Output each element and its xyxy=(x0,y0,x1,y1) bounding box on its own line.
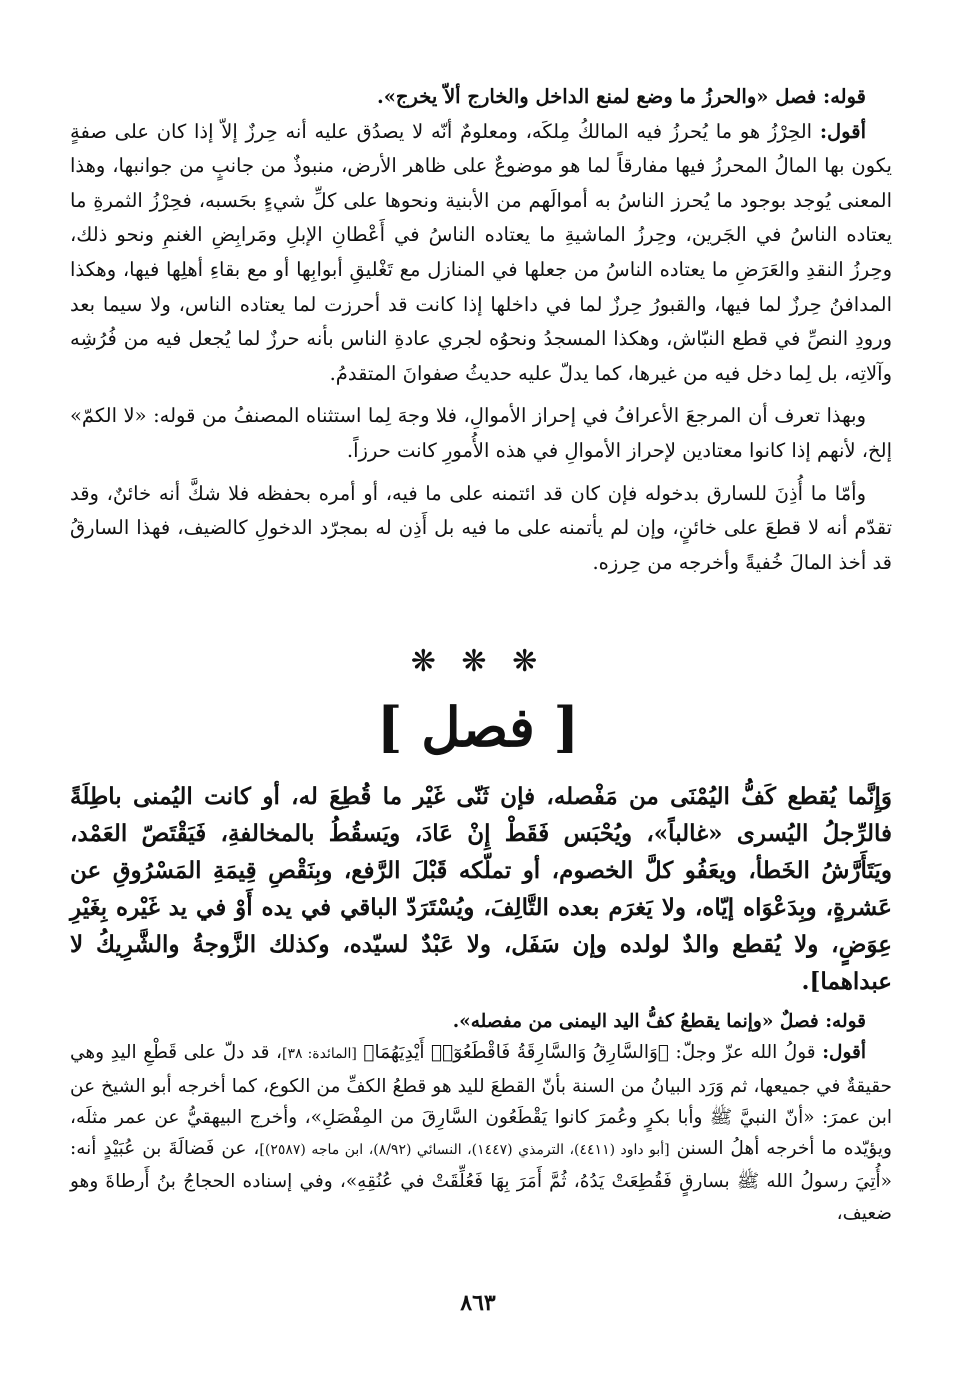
aqool-label: أقول: xyxy=(822,1042,866,1064)
aqool-label: أقول: xyxy=(819,119,866,143)
matn-text-block xyxy=(70,778,892,1000)
commentary-section-2 xyxy=(70,1006,892,1229)
quote-line: قوله: فصل «والحرزُ ما وضع لمنع الداخل والخارج ألاّ يخرج». xyxy=(376,85,866,108)
section-heading: [ فصل ] xyxy=(376,695,580,759)
commentary-section-1 xyxy=(70,80,892,580)
commentary-paragraph-1 xyxy=(70,115,892,392)
quran-reference: [المائدة: ٣٨] xyxy=(281,1046,357,1063)
matn-text: وَإِنَّما يُقطع كَفُّ اليُمْنَى من مَفْصله، فإن ثَنّى غَيْر ما قُطِعَ له، أو كانت اليُمنى باطِلَةً فالرِّجلُ اليُسرى «غالباً»، ويُحْبَس فَقَطْ إِنْ عَادَ، ويَسقُطُ بالمخالفةِ، فَيَقْتَصّ العَمْد، ويَتَأَرَّشُ الخَطأ، ويعَفُو كلَّ الخصوم، أو تملّكه قَبْلَ الرَّفع، وبِنَقْصِ قِيمَةِ المَسْرُوقِ عن عَشرةٍ، وبِدَعْوَاه إيّاه، ولا يَغرَم بعده التَّالِفَ، ويُسْتَرَدّ الباقي في يده أَوْ في يد غَيْره بِغَيْرِ عِوَضٍ، ولا يُقطع والدٌ لولده وإن سَفَل، ولا عَبْدٌ لسيّده، وكذلك الزَّوجةُ والشَّرِيكُ لا عبداهما]. xyxy=(70,783,892,995)
page-number: ٨٦٣ xyxy=(460,1290,496,1316)
section-separator: ❋ ❋ ❋ xyxy=(410,644,546,679)
paragraph-text: الحِرْزُ هو ما يُحرزُ فيه المالكُ مِلكَه، ومعلومٌ أنّه لا يصدُق عليه أنه حِرزٌ إلاّ إذا كان على صفةٍ يكون بها المالُ المحرزُ فيها مفارقاً لما هو موضوعٌ على ظاهر الأرض، منبوذٌ من جانبٍ من جوانبها، وهذا المعنى يُوجد بوجود ما يُحرز الناسُ به أموالَهم من الأبنية ونحوها على كلِّ شيءٍ بحَسبه، فحِرْزُ الثمرةِ ما يعتاده الناسُ في الجَرين، وحِرزُ الماشيةِ ما يعتاده الناسُ في أَعْطانِ الإبلِ ومَرابِضِ الغنمِ ونحو ذلك، وحِرزُ النقدِ والعَرَضِ ما يعتاده الناسُ من جعلها في المنازل مع تَغْليقِ أبوابِها أو مع بقاءِ أهلِها فيها، وهكذا المدافنُ حِرزٌ لما فيها، والقبورُ حِرزٌ لما في داخلها إذا كانت قد أحرزت لما يعتاده الناس، ولا سيما بعد ورودِ النصِّ في قطع النبّاش، وهكذا المسجدُ ونحوُه لجري عادةِ الناس بأنه حرزٌ لما يُجعل فيه من فُرُشِه وآلاتِه، بل لِما دخل فيه من غيرها، كما يدلّ عليه حديثُ صفوانَ المتقدمُ. xyxy=(70,119,892,385)
paragraph-text: ، قد دلّ على قَطْعِ اليدِ وهي حقيقةٌ في جميعها، ثم وَرَد البيانُ من السنة بأنّ القطعَ لليد هو قطعُ الكفِّ من الكوع، كما أخرجه أبو الشيخ عن ابن عمرَ: «أنّ النبيَّ ﷺ وأبا بكرٍ وعُمرَ كانوا يَقْطَعُون السَّارِقَ من المِفْصَلِ»، وأخرج البيهقيُّ عن عمر مثلَه، ويؤيّده ما أخرجه أهلُ السنن xyxy=(70,1042,892,1160)
paragraph-text: قولُ الله عزّ وجلّ: ﴿وَالسَّارِقُ وَالسَّارِقَةُ فَاقْطَعُوٓا۟ أَيْدِيَهُمَا﴾ xyxy=(363,1042,816,1064)
hadith-reference: [أبو داود (٤٤١١)، الترمذي (١٤٤٧)، النسائي (٨/٩٢)، ابن ماجه (٢٥٨٧)] xyxy=(259,1142,670,1159)
commentary-paragraph xyxy=(70,1037,892,1229)
paragraph-text: ، عن فَضالَةَ بن عُبَيْدٍ أنه: «أُتِيَ رسولُ الله ﷺ بسارقٍ فَقُطِعَتْ يَدُهُ، ثُمَّ أَمَرَ بِهَا فَعُلِّقَتْ في عُنُقِهِ»، وفي إسناده الحجاجُ بنُ أَرطاةَ وهو ضعيف، xyxy=(70,1138,892,1224)
commentary-paragraph-3: وأمّا ما أُذِنَ للسارق بدخوله فإن كان قد ائتمنه على ما فيه، أو أمره بحفظه فلا شكَّ أنه خائنٌ، وقد تقدّم أنه لا قطعَ على خائنٍ، وإن لم يأتمنه على ما فيه بل أَذِن له بمجرّد الدخولِ كالضيف، فهذا السارقُ قد أخذ المالَ خُفيةً وأخرجه من حِرزه. xyxy=(70,481,892,574)
quote-line: قوله: فصلٌ «وإنما يقطعُ كفُّ اليد اليمنى من مفصله». xyxy=(452,1011,866,1032)
commentary-paragraph-2: وبهذا تعرف أن المرجعَ الأعرافُ في إحراز الأموالِ، فلا وجهَ لِما استثناه المصنفُ من قوله: «لا الكمّ» إلخ، لأنهم إذا كانوا معتادين لإحراز الأموالِ في هذه الأُمورِ كانت حرزاً. xyxy=(70,404,892,462)
